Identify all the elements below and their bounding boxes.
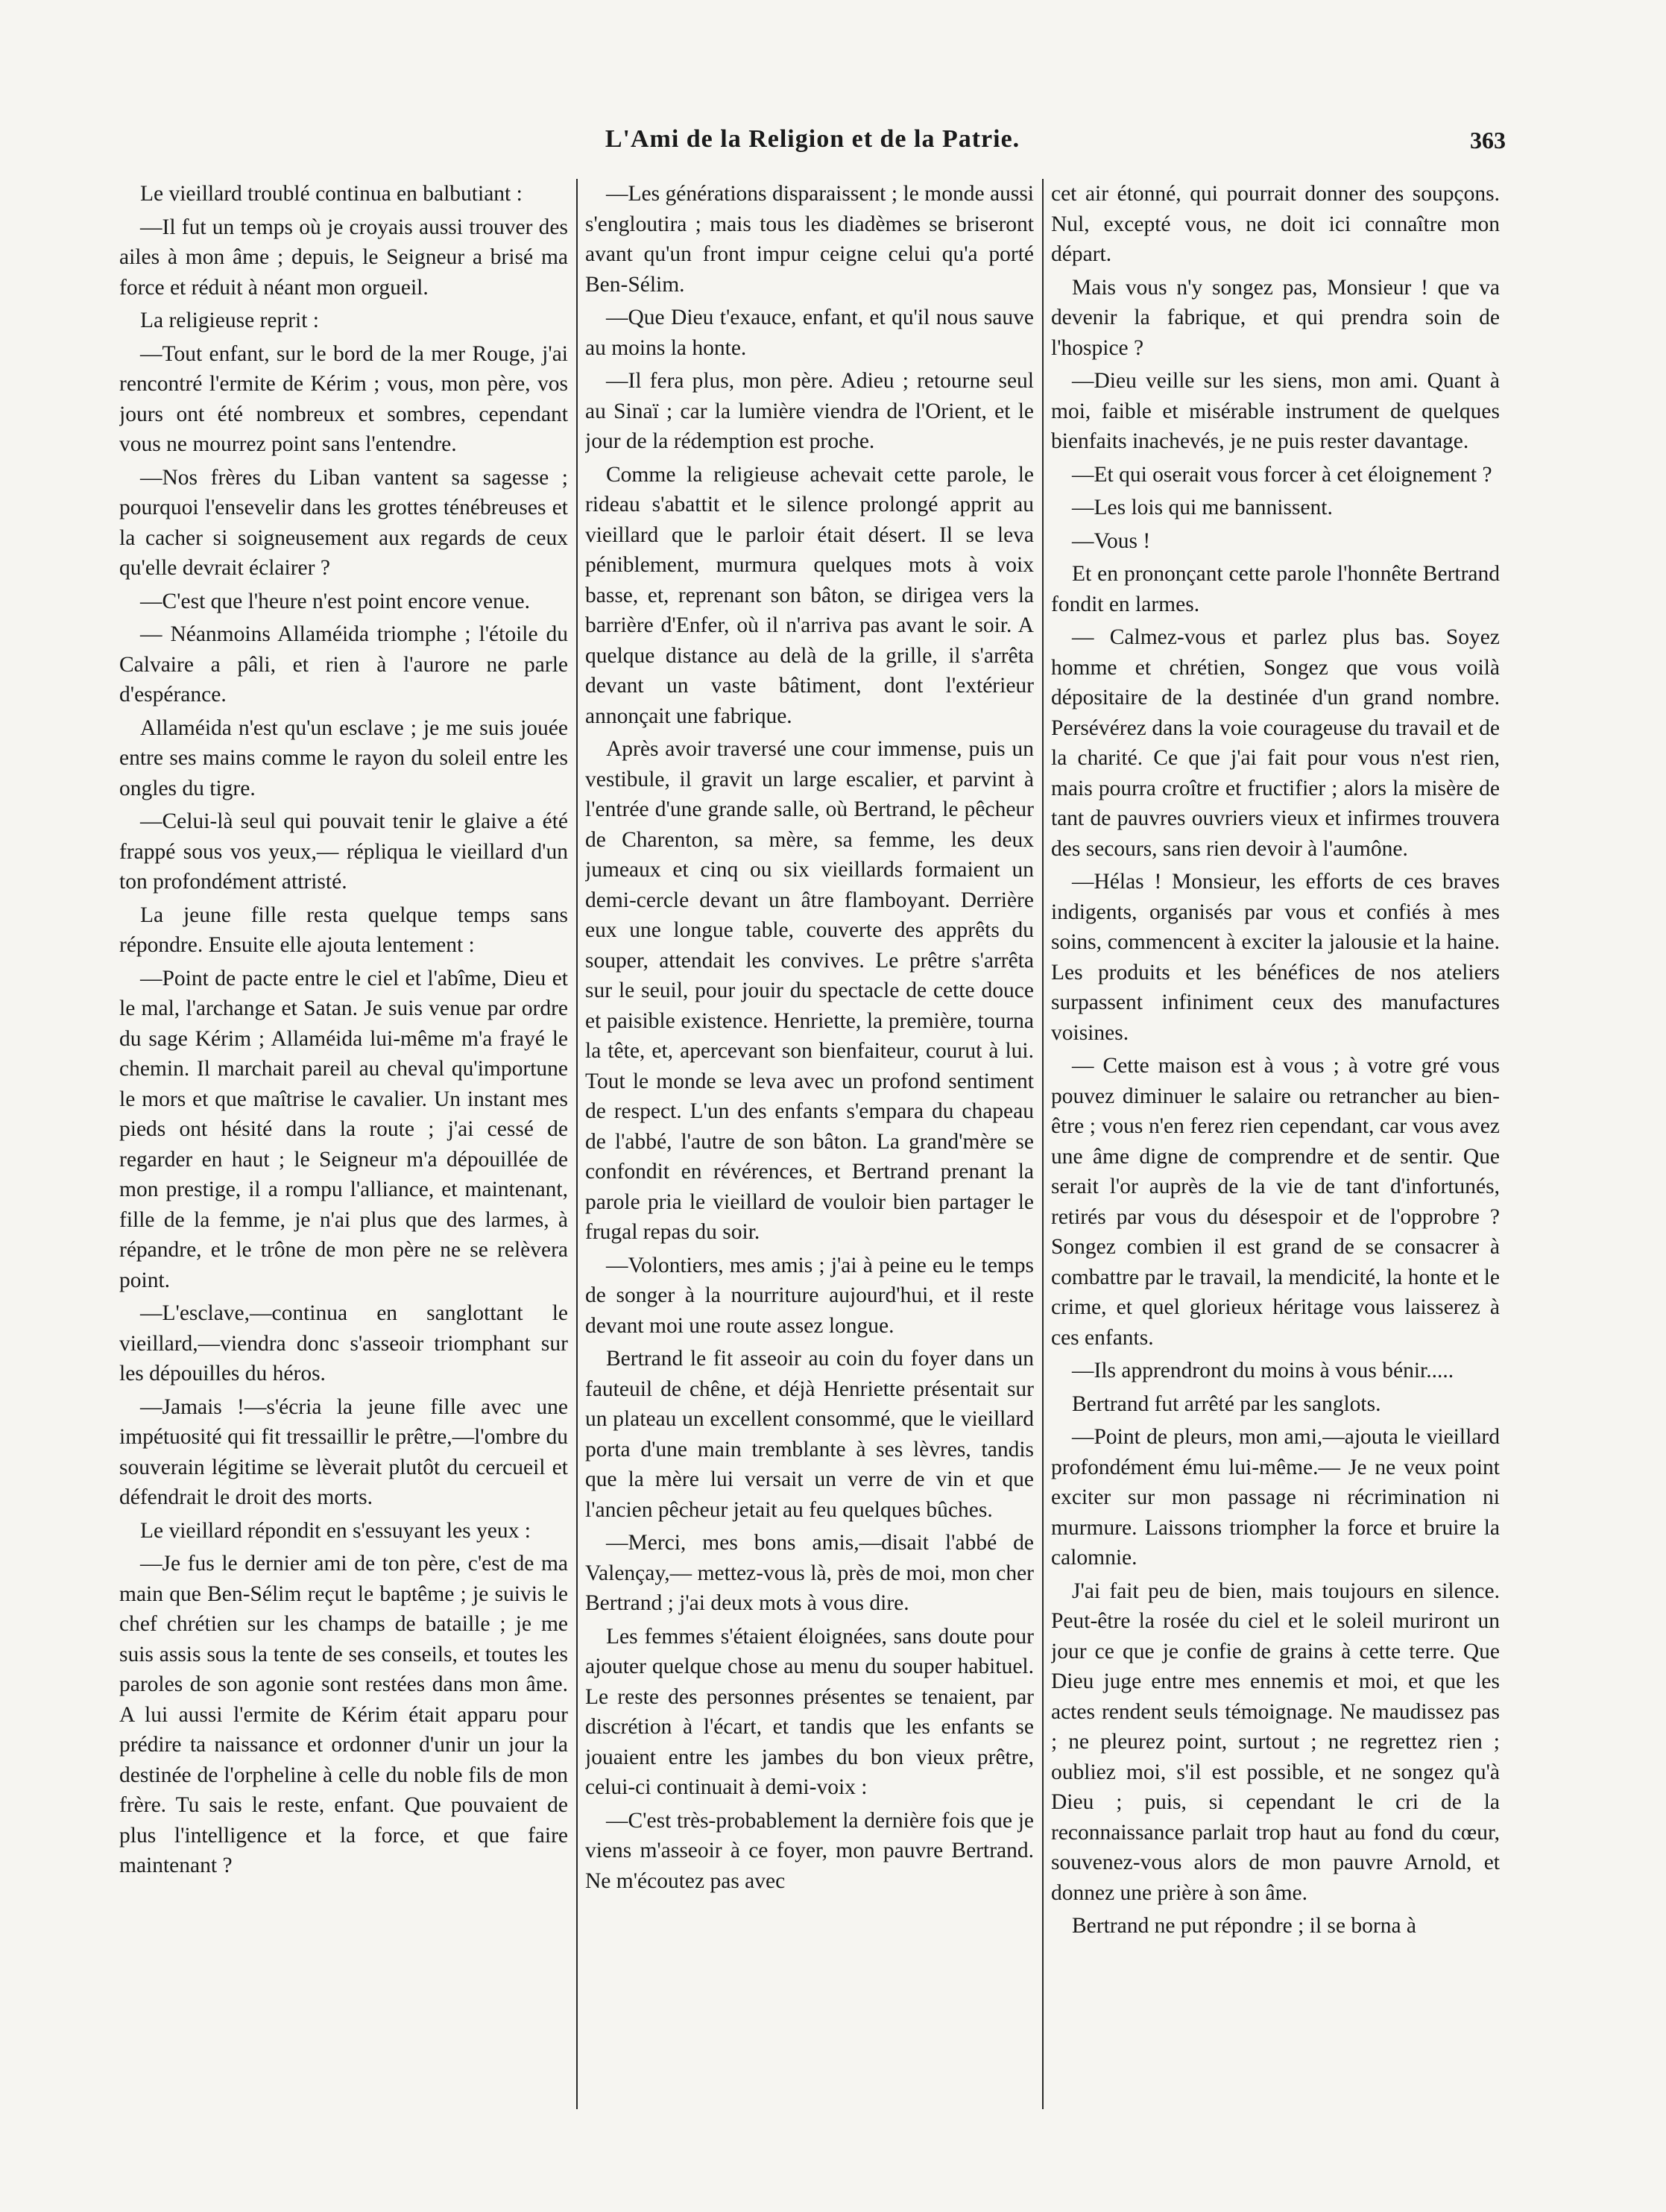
paragraph: cet air étonné, qui pourrait donner des soupçons. Nul, excepté vous, ne doit ici connaître mon départ.	[1051, 182, 1500, 266]
paragraph: Bertrand fut arrêté par les sanglots.	[1072, 1391, 1381, 1416]
paragraph: Le vieillard répondit en s'essuyant les yeux :	[140, 1518, 531, 1543]
paragraph: —C'est très-probablement la dernière fois que je viens m'asseoir à ce foyer, mon pauvre Bertrand. Ne m'écoutez pas avec	[585, 1808, 1034, 1893]
paragraph: —Celui-là seul qui pouvait tenir le glaive a été frappé sous vos yeux,— répliqua le vieillard d'un ton profondément attristé.	[119, 809, 568, 894]
paragraph: —L'esclave,—continua en sanglottant le vieillard,—viendra donc s'asseoir triomphant sur les dépouilles du héros.	[119, 1301, 568, 1385]
column-divider	[1042, 179, 1044, 2109]
paragraph: J'ai fait peu de bien, mais toujours en silence. Peut-être la rosée du ciel et le soleil muriront un jour ce que je confie de grains à cette terre. Que Dieu juge entre mes ennemis et moi, et que les actes rendent seuls témoignage. Ne maudissez pas ; ne pleurez point, surtout ; ne regrettez rien ; oubliez moi, s'il est possible, et ne songez qu'à Dieu ; puis, si cependant le cri de la reconnaissance parlait trop haut au fond du cœur, souvenez-vous alors de mon pauvre Arnold, et donnez une prière à son âme.	[1051, 1579, 1500, 1905]
page-number: 363	[1470, 127, 1506, 154]
paragraph: La jeune fille resta quelque temps sans répondre. Ensuite elle ajouta lentement :	[119, 903, 568, 957]
paragraph: — Calmez-vous et parlez plus bas. Soyez homme et chrétien, Songez que vous voilà dépositaire de la destinée d'un grand nombre. Persévérez dans la voie courageuse du travail et de la charité. Ce que j'ai fait pour vous n'est rien, mais pourra croître et fructifier ; alors la misère de tant de pauvres ouvriers vieux et infirmes trouvera des secours, sans rien devoir à l'aumône.	[1051, 625, 1500, 861]
page-header	[119, 125, 1506, 170]
paragraph: —Il fera plus, mon père. Adieu ; retourne seul au Sinaï ; car la lumière viendra de l'Orient, et le jour de la rédemption est proche.	[585, 369, 1034, 453]
paragraph: —Dieu veille sur les siens, mon ami. Quant à moi, faible et misérable instrument de quelques bienfaits inachevés, je ne puis rester davantage.	[1051, 369, 1500, 453]
paragraph: Bertrand le fit asseoir au coin du foyer dans un fauteuil de chêne, et déjà Henriette présentait sur un plateau un excellent consommé, que le vieillard porta d'une main tremblante à ses lèvres, tandis que la mère lui versait un verre de vin et que l'ancien pêcheur jetait au feu quelques bûches.	[585, 1347, 1034, 1522]
paragraph: —Volontiers, mes amis ; j'ai à peine eu le temps de songer à la nourriture aujourd'hui, et il reste devant moi une route assez longue.	[585, 1253, 1034, 1338]
text-column-1	[119, 179, 568, 2176]
paragraph: —Jamais !—s'écria la jeune fille avec une impétuosité qui fit tressaillir le prêtre,—l'ombre du souverain légitime se lèverait plutôt du cercueil et défendrait le droit des morts.	[119, 1394, 568, 1509]
paragraph: —Tout enfant, sur le bord de la mer Rouge, j'ai rencontré l'ermite de Kérim ; vous, mon père, vos jours ont été nombreux et sombres, cependant vous ne mourrez point sans l'entendre.	[119, 341, 568, 456]
running-title: L'Ami de la Religion et de la Patrie.	[605, 125, 1020, 153]
paragraph: —Je fus le dernier ami de ton père, c'est de ma main que Ben-Sélim reçut le baptême ; je suivis le chef chrétien sur les champs de bataille ; je me suis assis sous la tente de ses conseils, et toutes les paroles de son agonie sont restées dans mon âme. A lui aussi l'ermite de Kérim était apparu pour prédire ta naissance et ordonner d'unir un jour la destinée de l'orpheline à celle du noble fils de mon frère. Tu sais le reste, enfant. Que pouvaient de plus l'intelligence et la force, et que faire maintenant ?	[119, 1552, 568, 1877]
text-column-2	[585, 179, 1034, 2176]
paragraph: — Cette maison est à vous ; à votre gré vous pouvez diminuer le salaire ou retrancher au bien-être ; vous n'en ferez rien cependant, car vous avez une âme digne de comprendre et de sentir. Que serait l'or auprès de la vie de tant d'infortunés, retirés par vous du désespoir et de l'opprobre ? Songez combien il est grand de se consacrer à combattre par le travail, la mendicité, la honte et le crime, et quel glorieux héritage vous laisserez à ces enfants.	[1051, 1054, 1500, 1350]
paragraph: —Vous !	[1072, 528, 1151, 553]
paragraph: Les femmes s'étaient éloignées, sans doute pour ajouter quelque chose au menu du souper habituel. Le reste des personnes présentes se tenaient, par discrétion à l'écart, et tandis que les enfants se jouaient entre les jambes du bon vieux prêtre, celui-ci continuait à demi-voix :	[585, 1624, 1034, 1799]
paragraph: —Les lois qui me bannissent.	[1072, 496, 1333, 519]
paragraph: —Que Dieu t'exauce, enfant, et qu'il nous sauve au moins la honte.	[585, 306, 1034, 360]
paragraph: Bertrand ne put répondre ; il se borna à	[1072, 1914, 1417, 1938]
paragraph: La religieuse reprit :	[140, 309, 319, 332]
paragraph: —Point de pleurs, mon ami,—ajouta le vieillard profondément ému lui-même.— Je ne veux point exciter sur mon passage ni récrimination ni murmure. Laissons triompher la force et bruire la calomnie.	[1051, 1425, 1500, 1570]
paragraph: Et en prononçant cette parole l'honnête Bertrand fondit en larmes.	[1051, 562, 1500, 616]
paragraph: —Et qui oserait vous forcer à cet éloignement ?	[1072, 462, 1492, 487]
paragraph: —Les générations disparaissent ; le monde aussi s'engloutira ; mais tous les diadèmes se briseront avant qu'un front impur ceigne celui qu'a porté Ben-Sélim.	[585, 182, 1034, 297]
paragraph: Après avoir traversé une cour immense, puis un vestibule, il gravit un large escalier, et parvint à l'entrée d'une grande salle, où Bertrand, le pêcheur de Charenton, sa mère, sa femme, les deux jumeaux et cinq ou six vieillards formaient un demi-cercle devant un âtre flamboyant. Derrière eux une longue table, couverte des apprêts du souper, attendait les convives. Le prêtre s'arrêta sur le seuil, pour jouir du spectacle de cette douce et paisible existence. Henriette, la première, tourna la tête, et, apercevant son bienfaiteur, courut à lui. Tout le monde se leva avec un profond sentiment de respect. L'un des enfants s'empara du chapeau de l'abbé, l'autre de son bâton. La grand'mère se confondit en révérences, et Bertrand prenant la parole pria le vieillard de vouloir bien partager le frugal repas du soir.	[585, 737, 1034, 1244]
paragraph: Mais vous n'y songez pas, Monsieur ! que va devenir la fabrique, et qui prendra soin de l'hospice ?	[1051, 275, 1500, 360]
paragraph: —Il fut un temps où je croyais aussi trouver des ailes à mon âme ; depuis, le Seigneur a brisé ma force et réduit à néant mon orgueil.	[119, 215, 568, 300]
paragraph: Le vieillard troublé continua en balbutiant :	[140, 182, 523, 206]
paragraph: —Merci, mes bons amis,—disait l'abbé de Valençay,— mettez-vous là, près de moi, mon cher Bertrand ; j'ai deux mots à vous dire.	[585, 1531, 1034, 1615]
paragraph: Allaméida n'est qu'un esclave ; je me suis jouée entre ses mains comme le rayon du soleil entre les ongles du tigre.	[119, 715, 568, 800]
text-column-3	[1051, 179, 1500, 2176]
paragraph: — Néanmoins Allaméida triomphe ; l'étoile du Calvaire a pâli, et rien à l'aurore ne parle d'espérance.	[119, 622, 568, 707]
paragraph: —Ils apprendront du moins à vous bénir.....	[1072, 1359, 1454, 1382]
paragraph: —Point de pacte entre le ciel et l'abîme, Dieu et le mal, l'archange et Satan. Je suis venue par ordre du sage Kérim ; Allaméida lui-même m'a frayé le chemin. Il marchait pareil au cheval qu'importune le mors et que maîtrise le cavalier. Un instant mes pieds ont hésité dans la route ; j'ai cessé de regarder en haut ; le Seigneur m'a dépouillée de mon prestige, il a rompu l'alliance, et maintenant, fille de la femme, je n'ai plus que des larmes, à répandre, et le trône de mon père ne se relèvera point.	[119, 966, 568, 1292]
paragraph: —C'est que l'heure n'est point encore venue.	[140, 589, 531, 613]
paragraph: Comme la religieuse achevait cette parole, le rideau s'abattit et le silence prolongé apprit au vieillard que le parloir était désert. Il se leva péniblement, murmura quelques mots à voix basse, et, reprenant son bâton, se dirigea vers la barrière d'Enfer, où il n'arriva pas avant le soir. A quelque distance au delà de la grille, il s'arrêta devant un vaste bâtiment, dont l'extérieur annonçait une fabrique.	[585, 462, 1034, 728]
paragraph: —Hélas ! Monsieur, les efforts de ces braves indigents, organisés par vous et confiés à mes soins, commencent à exciter la jalousie et la haine. Les produits et les bénéfices de nos ateliers surpassent infiniment ceux des manufactures voisines.	[1051, 870, 1500, 1045]
paragraph: —Nos frères du Liban vantent sa sagesse ; pourquoi l'ensevelir dans les grottes ténébreuses et la cacher si soigneusement aux regards de ceux qu'elle devrait éclairer ?	[119, 465, 568, 580]
column-divider	[576, 179, 578, 2109]
